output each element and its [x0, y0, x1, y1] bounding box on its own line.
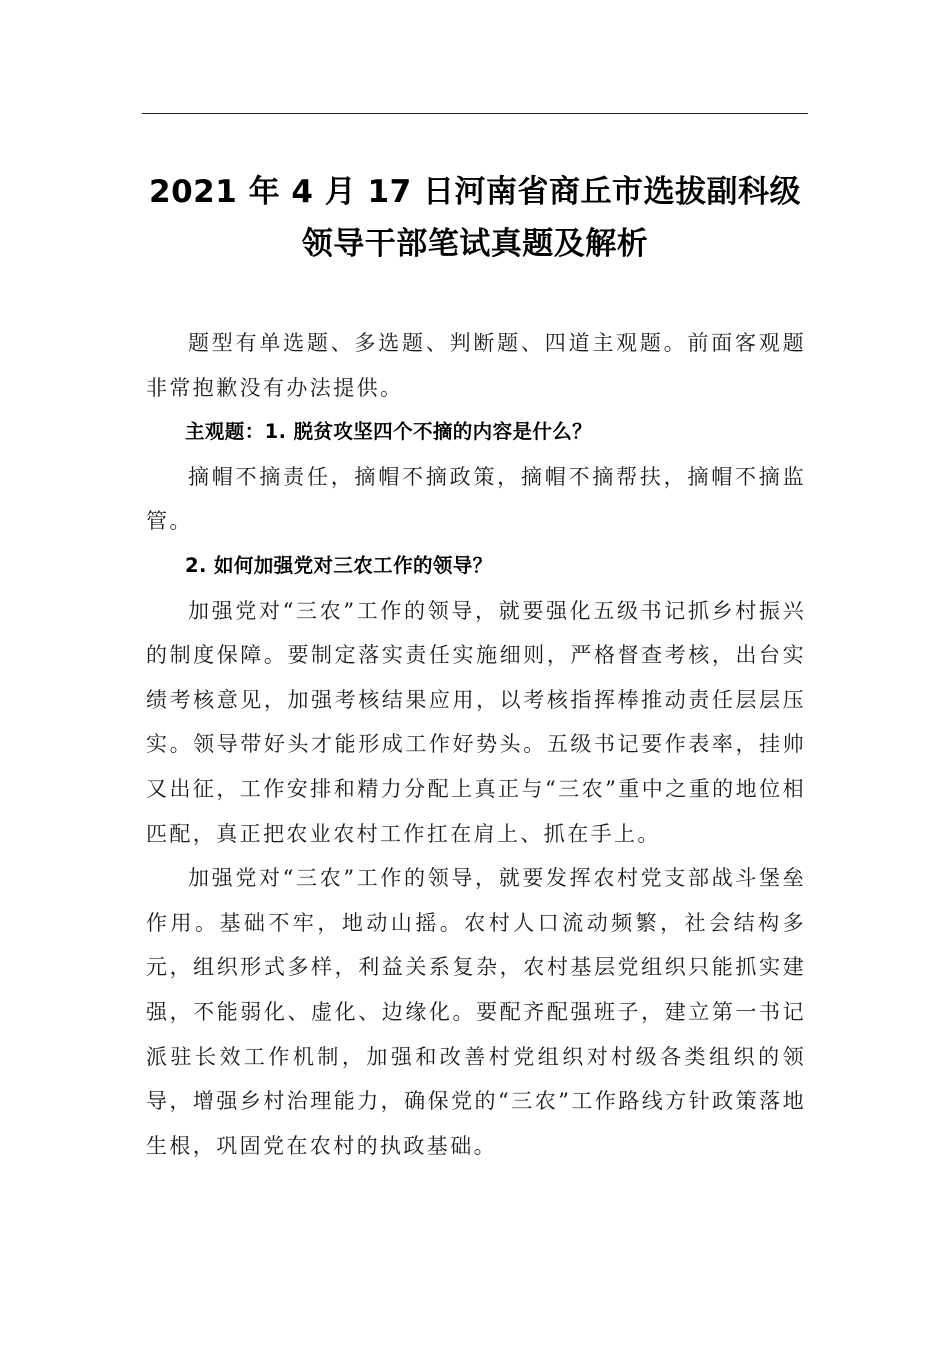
answer-2-paragraph-1: 加强党对“三农”工作的领导，就要强化五级书记抓乡村振兴的制度保障。要制定落实责任实施细则，严格督查考核，出台实绩考核意见，加强考核结果应用，以考核指挥棒推动责任层层压实。领导带好头才能形成工作好势头。五级书记要作表率，挂帅又出征，工作安排和精力分配上真正与“三农”重中之重的地位相匹配，真正把农业农村工作扛在肩上、抓在手上。	[146, 598, 806, 846]
title-line-2: 领导干部笔试真题及解析	[301, 226, 649, 262]
answer-2-paragraph-2: 加强党对“三农”工作的领导，就要发挥农村党支部战斗堡垒作用。基础不牢，地动山摇。农村人口流动频繁，社会结构多元，组织形式多样，利益关系复杂，农村基层党组织只能抓实建强，不能弱化、虚化、边缘化。要配齐配强班子，建立第一书记派驻长效工作机制，加强和改善村党组织对村级各类组织的领导，增强乡村治理能力，确保党的“三农”工作路线方针政策落地生根，巩固党在农村的执政基础。	[146, 866, 806, 1158]
header-rule	[142, 113, 808, 114]
document-title	[142, 166, 808, 270]
title-line-1: 2021 年 4 月 17 日河南省商丘市选拔副科级	[149, 174, 801, 210]
question-2-heading: 2. 如何加强党对三农工作的领导？	[185, 553, 493, 577]
answer-1-paragraph: 摘帽不摘责任，摘帽不摘政策，摘帽不摘帮扶，摘帽不摘监管。	[146, 464, 806, 534]
document-body	[146, 321, 806, 1168]
intro-paragraph: 题型有单选题、多选题、判断题、四道主观题。前面客观题非常抱歉没有办法提供。	[146, 331, 806, 400]
question-1-heading: 主观题：1. 脱贫攻坚四个不摘的内容是什么？	[185, 420, 593, 444]
